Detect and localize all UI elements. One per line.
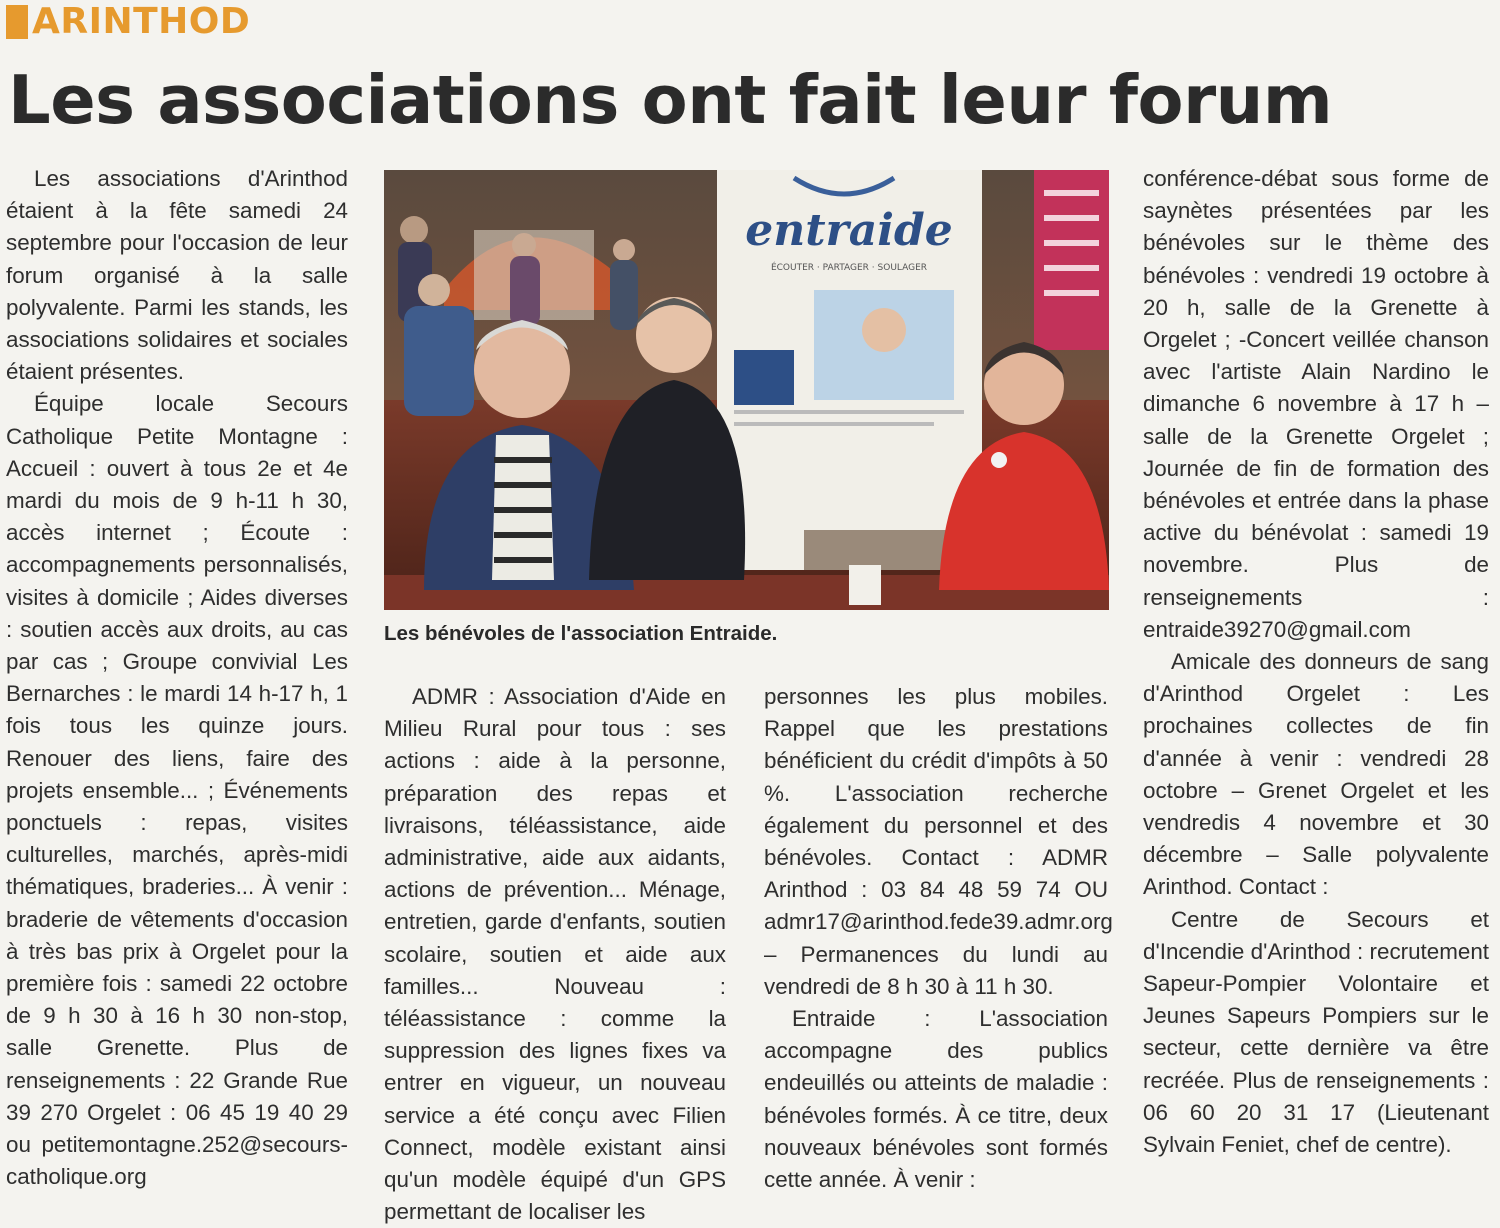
paragraph: ADMR : Association d'Aide en Milieu Rural pour tous : ses actions : aide à la personne, préparation des repas et livraisons, téléassistance, aide administrative, aide aux aidants, actions de prévention... Ménage, entretien, garde d'enfants, soutien scolaire, soutien et aide aux familles... Nouveau : téléassistance : comme la suppression des lignes fixes va entrer en vigueur, un nouveau service a été conçu avec Filien Connect, modèle existant ainsi qu'un modèle équipé d'un GPS permettant de localiser les [384, 684, 726, 1225]
article-column-3 [764, 681, 1113, 1196]
section-header [6, 2, 250, 42]
article-headline: Les associations ont fait leur forum [8, 61, 1333, 139]
article-column-2 [384, 681, 726, 1228]
paragraph: Équipe locale Secours Catholique Petite Montagne : Accueil : ouvert à tous 2e et 4e mardi du mois de 9 h-11 h 30, accès internet ; Écoute : accompagnements personnalisés, visites à domicile ; Aides diverses : soutien accès aux droits, au cas par cas ; Groupe convivial Les Bernarches : le mardi 14 h-17 h, 1 fois tous les quinze jours. Renouer des liens, faire des projets ensemble... ; Événements ponctuels : repas, visites culturelles, marchés, après-midi thématiques, braderies... À venir : braderie de vêtements d'occasion à très bas prix à Orgelet pour la première fois : samedi 22 octobre de 9 h 30 à 16 h 30 non-stop, salle Grenette. Plus de renseignements : 22 Grande Rue 39 270 Orgelet : 06 45 19 40 29 ou petitemontagne.252@secours-catholique.org [6, 391, 348, 1190]
paragraph: Les associations d'Arinthod étaient à la fête samedi 24 septembre pour l'occasion de leur forum organisé à la salle polyvalente. Parmi les stands, les associations solidaires et sociales étaient présentes. [6, 166, 348, 385]
article-photo [384, 170, 1109, 610]
paragraph: conférence-débat sous forme de saynètes présentées par les bénévoles sur le thème des bénévoles : vendredi 19 octobre à 20 h, salle de la Grenette à Orgelet ; -Concert veillée chanson avec l'artiste Alain Nardino le dimanche 6 novembre à 17 h – salle de la Grenette Orgelet ; Journée de fin de formation des bénévoles et entrée dans la phase active du bénévolat : samedi 19 novembre. Plus de renseignements : entraide39270@gmail.com [1143, 166, 1489, 642]
paragraph: Amicale des donneurs de sang d'Arinthod Orgelet : Les prochaines collectes de fin d'année à venir : vendredi 28 octobre – Grenet Orgelet et les vendredis 4 novembre et 30 décembre – Salle polyvalente Arinthod. Contact : [1143, 649, 1489, 900]
paragraph: personnes les plus mobiles. Rappel que les prestations bénéficient du crédit d'impôts à 50 %. L'association recherche également du personnel et des bénévoles. Contact : ADMR Arinthod : 03 84 48 59 74 OU admr17@arinthod.fede39.admr.org – Permanences du lundi au vendredi de 8 h 30 à 11 h 30. [764, 684, 1113, 999]
section-marker [6, 5, 28, 39]
paragraph: Centre de Secours et d'Incendie d'Arinthod : recrutement Sapeur-Pompier Volontaire et Jeunes Sapeurs Pompiers sur le secteur, cette dernière va être recréée. Plus de renseignements : 06 60 20 31 17 (Lieutenant Sylvain Feniet, chef de centre). [1143, 906, 1489, 1158]
photo-illustration [384, 170, 1109, 610]
paragraph: Entraide : L'association accompagne des publics endeuillés ou atteints de maladie : bénévoles formés. À ce titre, deux nouveaux bénévoles sont formés cette année. À venir : [764, 1006, 1108, 1193]
article-column-4 [1143, 163, 1489, 1161]
article-column-1 [6, 163, 348, 1194]
photo-caption: Les bénévoles de l'association Entraide. [384, 622, 778, 645]
section-label: ARINTHOD [32, 1, 251, 42]
banner-text: entraide [745, 205, 953, 256]
banner-tagline: ÉCOUTER · PARTAGER · SOULAGER [770, 263, 928, 273]
